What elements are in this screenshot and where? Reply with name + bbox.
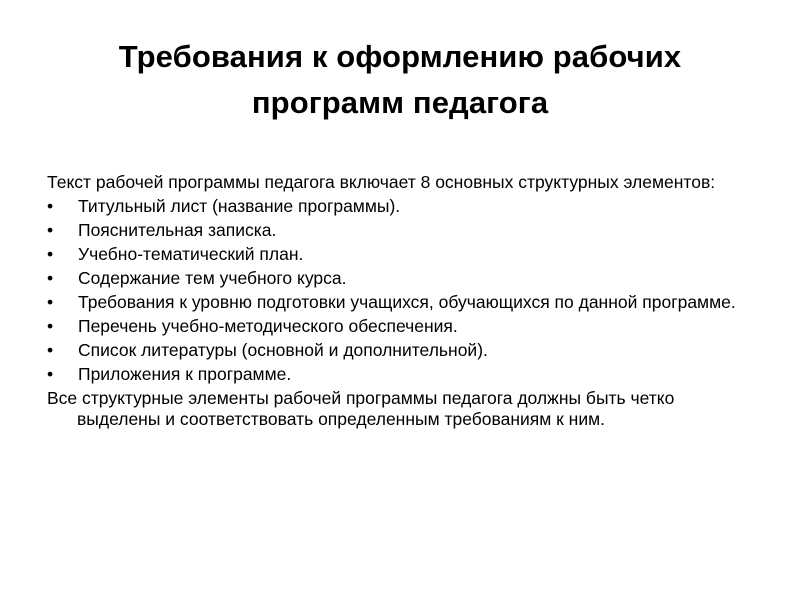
- list-item-methodological-support: [47, 316, 747, 337]
- slide-title-line-1: Требования к оформлению рабочих: [118, 39, 682, 74]
- list-item-course-content: [47, 268, 747, 289]
- list-item-label: Приложения к программе.: [78, 364, 292, 384]
- bullet-icon: •: [47, 364, 54, 384]
- list-item-label: Требования к уровню подготовки учащихся, обучающихся по данной программе.: [78, 292, 736, 312]
- list-item-label: Титульный лист (название программы).: [78, 196, 401, 216]
- bullet-icon: •: [47, 244, 54, 264]
- list-item-label: Пояснительная записка.: [78, 220, 277, 240]
- list-item-label: Список литературы (основной и дополнительной).: [78, 340, 488, 360]
- bullet-icon: •: [47, 268, 54, 288]
- conclusion-paragraph: Все структурные элементы рабочей программы педагога должны быть четко выделены и соответствовать определенным требованиям к ним.: [47, 388, 675, 429]
- structure-element-list: [47, 196, 747, 385]
- slide-body: [47, 172, 747, 433]
- list-item-appendices: [47, 364, 747, 385]
- slide-title-line-2: программ педагога: [251, 85, 549, 120]
- list-item-explanatory-note: [47, 220, 747, 241]
- bullet-icon: •: [47, 340, 54, 360]
- list-item-requirements: [47, 292, 747, 313]
- bullet-icon: •: [47, 292, 54, 312]
- list-item-label: Учебно-тематический план.: [78, 244, 304, 264]
- bullet-icon: •: [47, 196, 54, 216]
- list-item-thematic-plan: [47, 244, 747, 265]
- bullet-icon: •: [47, 316, 54, 336]
- list-item-literature: [47, 340, 747, 361]
- list-item-title-page: [47, 196, 747, 217]
- bullet-icon: •: [47, 220, 54, 240]
- list-item-label: Содержание тем учебного курса.: [78, 268, 347, 288]
- intro-paragraph: Текст рабочей программы педагога включает 8 основных структурных элементов:: [47, 172, 716, 192]
- list-item-label: Перечень учебно-методического обеспечения.: [78, 316, 458, 336]
- slide-title: [40, 34, 760, 126]
